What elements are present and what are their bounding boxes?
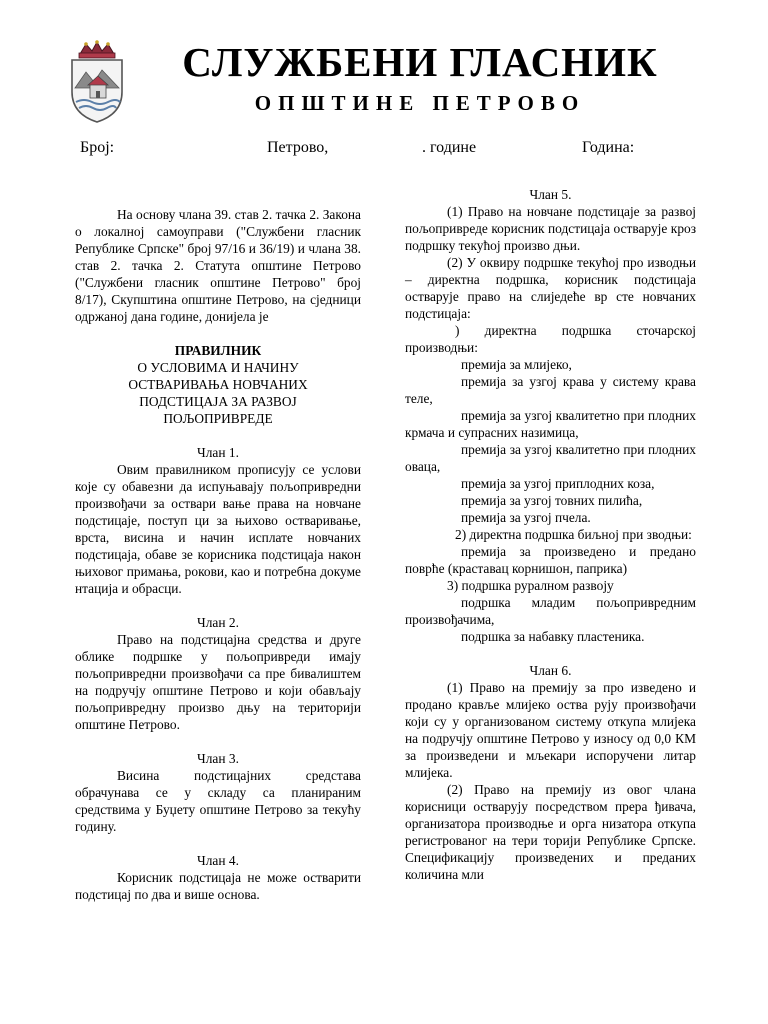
list-subitem: премија за произведено и предано поврће (краставац корнишон, паприка) <box>405 544 696 576</box>
year-label: Година: <box>582 139 635 156</box>
document-subtitle-line: ПОДСТИЦАЈА ЗА РАЗВОЈ <box>139 394 297 409</box>
gazette-title: СЛУЖБЕНИ ГЛАСНИК <box>182 39 658 85</box>
article-heading: Члан 5. <box>529 187 572 202</box>
article-text: Овим правилником прописују се услови које су обавезни да испуњавају пољопривредни произвођачи за оствари вање права на новчане подстицаје, поступ ци за њихово остваривање, врста, висина и начин исплате новчаних подстицаја, обаве зе корисника подстицаја након њиховог примања, рокови, као и потребна докуме нтација и обрасци. <box>75 462 361 596</box>
gazette-subtitle: ОПШТИНЕ ПЕТРОВО <box>254 91 586 115</box>
article-text: Висина подстицајних средстава обрачунава се у складу са планираним средствима у Буџету општине Петрово за текућу годину. <box>75 768 361 834</box>
list-item: 2) директна подршка биљној при зводњи: <box>455 527 692 542</box>
preamble: На основу члана 39. став 2. тачка 2. Закона о локалној самоуправи ("Службени гласник Републике Српске" број 97/16 и 36/19) и члана 38. став 2. тачка 2. Статута општине Петрово ("Службени гласник општине Петрово" број 8/17), Скупштина општине Петрово, на сједници одржаној дана године, донијела је <box>75 207 361 324</box>
document-subtitle-line: ОСТВАРИВАЊА НОВЧАНИХ <box>128 377 308 392</box>
article-heading: Члан 1. <box>197 445 239 460</box>
list-subitem: премија за узгој приплодних коза, <box>461 476 655 491</box>
list-subitem: премија за узгој квалитетно при плодних оваца, <box>405 442 696 474</box>
article-paragraph: (1) Право на новчане подстицаје за развој пољопривреде корисник подстицаја остварује кроз подршку текућој произво дњи. <box>405 204 696 253</box>
article-heading: Члан 4. <box>197 853 239 868</box>
document-title: ПРАВИЛНИК <box>174 343 262 358</box>
list-subitem: подршка младим пољопривредним произвођачима, <box>405 595 696 627</box>
list-subitem: премија за узгој крава у систему крава теле, <box>405 374 696 406</box>
article-text: Корисник подстицаја не може остварити подстицај по два и више основа. <box>75 870 361 902</box>
place-label: Петрово, <box>267 139 329 156</box>
issue-number-label: Број: <box>80 139 115 156</box>
document-subtitle-line: ПОЉОПРИВРЕДЕ <box>163 411 273 426</box>
list-item: 3) подршка руралном развоју <box>447 578 614 593</box>
list-item: ) директна подршка сточарској производњи: <box>405 323 696 355</box>
article-paragraph: (2) Право на премију из овог члана корисници остварују посредством прера ђивача, организатора производње и орга низатора откупа регистрованог на тери торији Републике Српске. Спецификацију произведених и преданих количина мли <box>405 782 696 882</box>
article-paragraph: (1) Право на премију за про изведено и продано крављe млијеко оства рују произвођачи који су у организованом систему откупа млијека на подручју општине Петрово у износу од 0,0 КМ за произведени и мљекари испоручени литар млијека. <box>405 680 696 780</box>
article-heading: Члан 3. <box>197 751 239 766</box>
document-subtitle-line: О УСЛОВИМА И НАЧИНУ <box>137 360 299 375</box>
article-heading: Члан 2. <box>197 615 239 630</box>
right-column <box>405 186 696 883</box>
list-subitem: подршка за набавку пластеника. <box>461 629 645 644</box>
list-subitem: премија за узгој пчела. <box>461 510 591 525</box>
list-subitem: премија за узгој товних пилића, <box>461 493 643 508</box>
article-text: Право на подстицајна средства и друге облике подршке у пољопривреди имају пољопривредни произвођачи са пре бивалиштем на подручју општине Петрово и који обављају пољопривредну произво дњу на територији општине Петрово. <box>75 632 361 732</box>
municipal-coat-of-arms-icon <box>66 40 128 124</box>
article-paragraph: (2) У оквиру подршке текућој про изводњи – директна подршка, корисник подстицаја остварује право на слиједеће вр сте новчаних подстицаја: <box>405 255 696 321</box>
date-label: . године <box>422 139 477 156</box>
left-column <box>75 206 361 903</box>
article-heading: Члан 6. <box>529 663 572 678</box>
list-subitem: премија за млијеко, <box>461 357 572 372</box>
list-subitem: премија за узгој квалитетно при плодних крмача и супрасних назимица, <box>405 408 696 440</box>
